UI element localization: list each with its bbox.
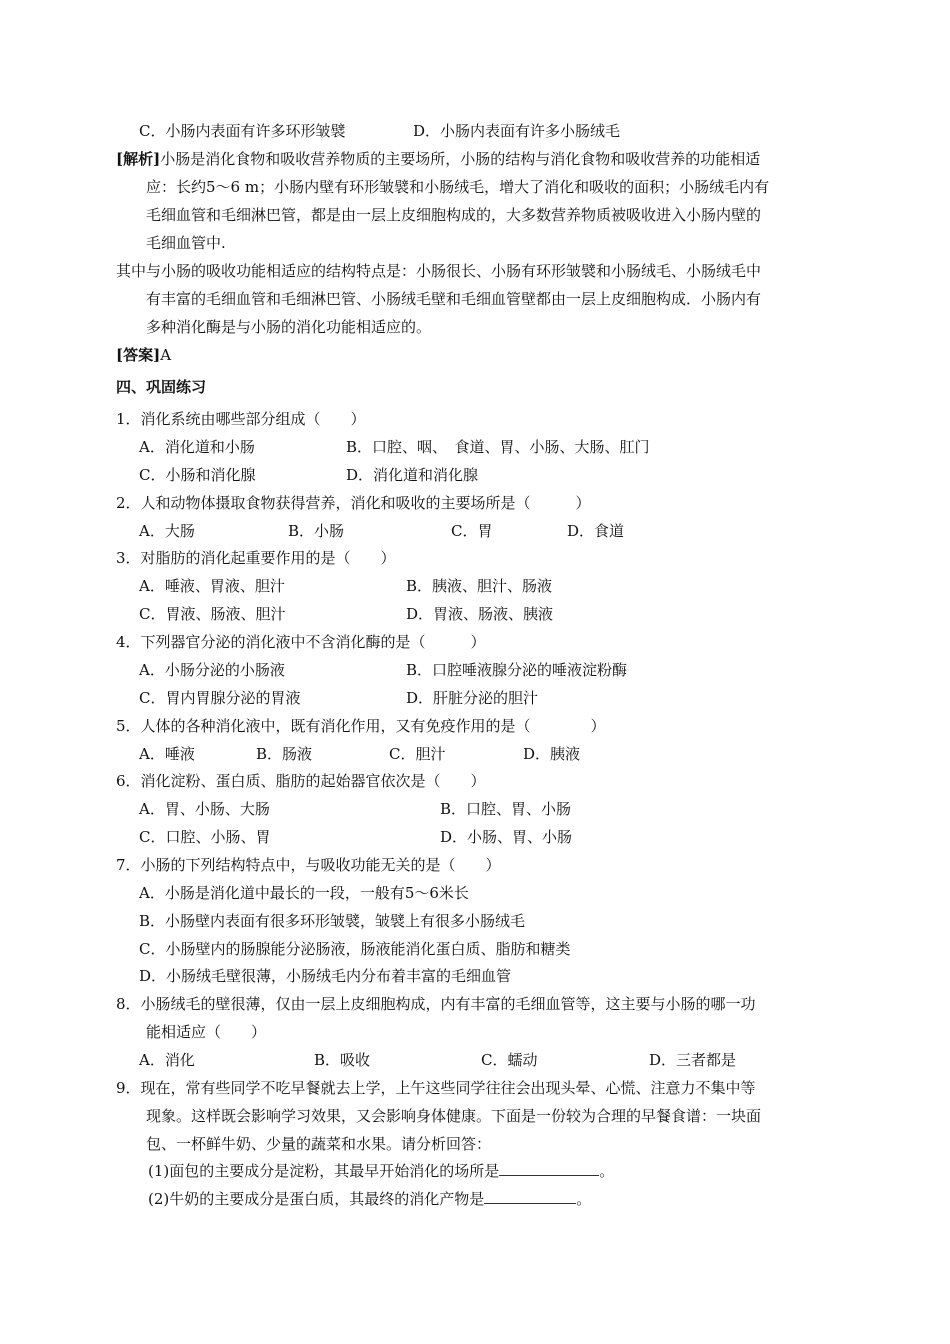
question-4-option-b: B．口腔唾液腺分泌的唾液淀粉酶 [406,661,628,679]
analysis-line-4: 毛细血管中. [146,234,226,252]
question-7-stem: 7．小肠的下列结构特点中，与吸收功能无关的是（ ） [116,856,501,874]
section-title: 四、巩固练习 [116,378,207,396]
answer-blank-2[interactable] [484,1189,576,1204]
question-4-option-d: D．肝脏分泌的胆汁 [406,689,539,707]
answer-value: A [160,346,172,364]
question-8-option-b: B．吸收 [314,1051,371,1069]
question-3-option-b: B．胰液、胆汁、肠液 [406,577,553,595]
question-1-stem: 1．消化系统由哪些部分组成（ ） [116,410,366,428]
question-4-stem: 4．下列器官分泌的消化液中不含消化酶的是（ ） [116,633,486,651]
question-1-option-c: C．小肠和消化腺 [139,466,256,484]
question-9-stem-line-1: 9．现在，常有些同学不吃早餐就去上学，上午这些同学往往会出现头晕、心慌、注意力不集中等 [116,1079,756,1097]
analysis-line-1 [116,149,760,169]
question-2-option-b: B．小肠 [288,522,345,540]
question-6-stem: 6．消化淀粉、蛋白质、脂肪的起始器官依次是（ ） [116,772,486,790]
analysis-line-2: 应：长约5～6 m；小肠内壁有环形皱襞和小肠绒毛，增大了消化和吸收的面积；小肠绒毛内有 [146,178,770,196]
question-9-sub-1-text: (1)面包的主要成分是淀粉，其最早开始消化的场所是 [148,1162,500,1180]
question-5-stem: 5．人体的各种消化液中，既有消化作用，又有免疫作用的是（ ） [116,717,606,735]
question-9-sub-2-end: 。 [576,1190,592,1208]
analysis-text: 小肠是消化食物和吸收营养物质的主要场所，小肠的结构与消化食物和吸收营养的功能相适 [160,150,761,168]
question-7-option-c: C．小肠壁内的肠腺能分泌肠液，肠液能消化蛋白质、脂肪和糖类 [139,940,571,958]
question-7-option-d: D．小肠绒毛壁很薄，小肠绒毛内分布着丰富的毛细血管 [139,967,512,985]
question-2-option-c: C．胃 [451,522,493,540]
question-9-stem-line-2: 现象。这样既会影响学习效果，又会影响身体健康。下面是一份较为合理的早餐食谱：一块面 [146,1107,762,1125]
question-6-option-a: A．胃、小肠、大肠 [139,800,270,818]
answer-blank-1[interactable] [499,1161,599,1176]
question-9-sub-1 [148,1161,614,1181]
question-2-option-d: D．食道 [567,522,625,540]
question-9-sub-2 [148,1189,591,1209]
question-9-stem-line-3: 包、一杯鲜牛奶、少量的蔬菜和水果。请分析回答： [146,1135,492,1153]
question-2-option-a: A．大肠 [139,522,195,540]
question-5-option-b: B．肠液 [256,745,313,763]
question-8-option-a: A．消化 [139,1051,195,1069]
analysis-line-3: 毛细血管和毛细淋巴管，都是由一层上皮细胞构成的，大多数营养物质被吸收进入小肠内壁的 [146,206,762,224]
question-5-option-c: C．胆汁 [389,745,446,763]
analysis-line-6: 有丰富的毛细血管和毛细淋巴管、小肠绒毛壁和毛细血管壁都由一层上皮细胞构成．小肠内有 [146,290,762,308]
question-3-option-d: D．胃液、肠液、胰液 [406,605,554,623]
answer-line [116,345,171,365]
question-9-sub-1-end: 。 [599,1162,615,1180]
question-1-option-a: A．消化道和小肠 [139,438,255,456]
question-7-option-a: A．小肠是消化道中最长的一段，一般有5～6米长 [139,884,469,902]
question-1-option-d: D．消化道和消化腺 [346,466,479,484]
option-c: C．小肠内表面有许多环形皱襞 [139,122,346,140]
analysis-line-5: 其中与小肠的吸收功能相适应的结构特点是：小肠很长、小肠有环形皱襞和小肠绒毛、小肠绒毛中 [116,262,762,280]
question-2-stem: 2．人和动物体摄取食物获得营养，消化和吸收的主要场所是（ ） [116,494,591,512]
question-5-option-d: D．胰液 [523,745,581,763]
question-1-option-b: B．口腔、咽、 食道、胃、小肠、大肠、肛门 [346,438,650,456]
question-8-option-d: D．三者都是 [649,1051,737,1069]
question-9-sub-2-text: (2)牛奶的主要成分是蛋白质，其最终的消化产物是 [148,1190,485,1208]
question-3-stem: 3．对脂肪的消化起重要作用的是（ ） [116,549,396,567]
question-7-option-b: B．小肠壁内表面有很多环形皱襞，皱襞上有很多小肠绒毛 [139,912,526,930]
question-8-option-c: C．蠕动 [481,1051,538,1069]
answer-tag: [答案] [116,346,161,364]
question-4-option-a: A．小肠分泌的小肠液 [139,661,285,679]
question-6-option-c: C．口腔、小肠、胃 [139,828,271,846]
question-5-option-a: A．唾液 [139,745,195,763]
analysis-tag: [解析] [116,150,161,168]
question-8-stem-line-1: 8．小肠绒毛的壁很薄，仅由一层上皮细胞构成，内有丰富的毛细血管等，这主要与小肠的哪一功 [116,995,756,1013]
question-6-option-b: B．口腔、胃、小肠 [440,800,572,818]
question-3-option-a: A．唾液、胃液、胆汁 [139,577,285,595]
question-8-stem-line-2: 能相适应（ ） [146,1023,267,1041]
analysis-line-7: 多种消化酶是与小肠的消化功能相适应的。 [146,318,432,336]
question-4-option-c: C．胃内胃腺分泌的胃液 [139,689,301,707]
question-3-option-c: C．胃液、肠液、胆汁 [139,605,286,623]
option-d: D．小肠内表面有许多小肠绒毛 [413,122,621,140]
question-6-option-d: D．小肠、胃、小肠 [440,828,573,846]
